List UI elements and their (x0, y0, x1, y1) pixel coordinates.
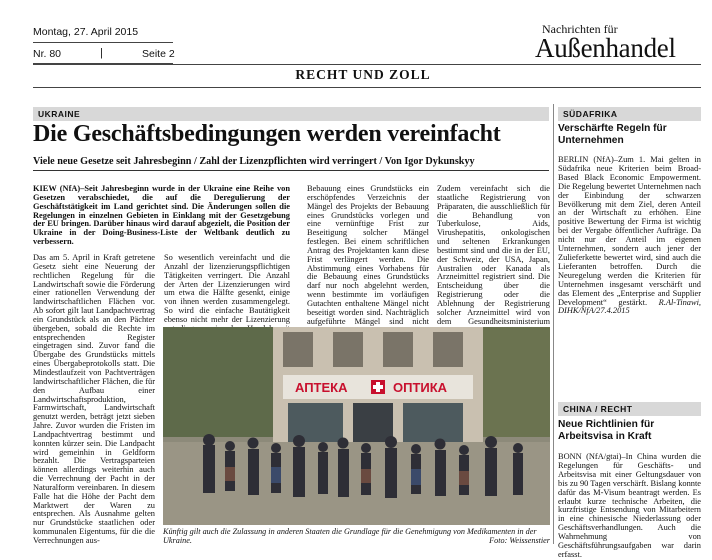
sign-optika: ОПТИКА (393, 380, 448, 395)
sidebar-headline-suedafrika: Verschärfte Regeln für Unternehmen (558, 123, 667, 146)
sidebar-kicker-china: CHINA / RECHT (558, 402, 701, 416)
subhead-rule (33, 170, 549, 171)
article-photo (163, 327, 550, 525)
article-column-2: So wesentlich vereinfacht und die Anzahl der lizenzierungspflichtigen Tätigkeiten verringert. Die Anzahl der Arten der Lizenzierungen wird um etwa die Hälfte gesenkt, einige von ihnen werden zusammengelegt. So wird die einfache Bautätigkeit ebenso nicht mehr der Lizenzierung (164, 253, 290, 324)
article-column-4: Zudem vereinfacht sich die staatliche Registrierung von Präparaten, die ausschließlich für die Behandlung von Tuberkulose, Aids, Virushepatitis, onkologischen und seltenen Erkrankungen bestimmt sind und die in der EU, der Schweiz, der USA, Japan, Australien oder Kanada als Arzneimittel registriert sind. Die Entscheidung über die Registrierung oder die Ablehnung der Registrierung solcher Arzneimittel wird von dem Gesundheitsministerium (437, 184, 550, 326)
article-lead: KIEW (NfA)–Seit Jahresbeginn wurde in der Ukraine eine Reihe von Gesetzen verabschiedet, die auf die Deregulierung der Geschäftstätigkeit im Land gerichtet sind. Die Änderungen sollen die Regelungen in einzelnen Gebieten in Einklang mit der Gesetzgebung der EU bringen. Darüber hinaus wird darauf abgezielt, die Position der Ukraine in der Doing-Business-Liste der Weltbank deutlich zu verbessern. (33, 184, 290, 247)
issue-date: Montag, 27. April 2015 (33, 26, 139, 38)
article-subhead: Viele neue Gesetze seit Jahresbeginn / Zahl der Lizenzpflichten wird verringert / Von Igor Dykunskyy (33, 156, 475, 167)
sidebar-signature: R.Al-Tinawi, DIHK/NfA/27.4.2015 (558, 297, 701, 316)
issue-number: Nr. 80 (33, 48, 62, 60)
photo-caption (163, 527, 550, 545)
masthead-subtitle: Nachrichten für (542, 22, 618, 36)
section-rule-bottom (33, 87, 701, 88)
caption-text: Künftig gilt auch die Zulassung in anderen Staaten die Grundlage für die Genehmigung von Medikamenten in der Ukraine. (163, 527, 537, 545)
section-title: RECHT UND ZOLL (295, 67, 431, 82)
sidebar-kicker-suedafrika: SÜDAFRIKA (558, 107, 701, 121)
masthead-title: Außenhandel (535, 33, 676, 63)
header-divider (33, 42, 173, 43)
page-number: Seite 2 (142, 48, 175, 60)
sidebar-text-suedafrika (558, 156, 701, 316)
sidebar-divider (553, 104, 554, 544)
article-headline: Die Geschäftsbedingungen werden vereinfacht (33, 121, 501, 147)
header-separator: | (100, 47, 103, 59)
photo-credit: Foto: Weissenstier (489, 536, 550, 545)
sign-apteka: АПТЕКА (295, 380, 348, 395)
article-column-1: Das am 5. April in Kraft getretene Gesetz sieht eine Neuerung der rechtlichen Regelung für die Landwirtschaft sowie die Förderung einer rationellen Verwendung der landwirtschaftlichen Flächen vor. Ab sofort gilt laut Landpachtvertrag ein Grundstück als an den Pächter übergeben, sobald die Rechte im entsprechenden Register eingetragen sind. Zuvor fand die Übergabe des Grundstücks mittels eines Übergabeprotokolls statt. Die Mindestlaufzeit von Pachtverträgen landwirtschaftlicher Flächen, die für den Aufbau einer Landwirtschaftsproduktion, Farmwirtschaft, Landwirtschaft genutzt werden, beträgt jetzt sieben Jahre. Zuvor wurden die Fristen im Landpachtvertrag bestimmt und konnten kürzer sein. Die Landpacht wird gemeinhin in Geldform bezahlt. Die Vertragsparteien können allerdings weiterhin auch die Verrechnung der Pacht in der Naturalform vereinbaren. In diesem Falle hat die Höhe der Pacht dem Marktwert der Waren zu entsprechen. Als Ausnahme gelten nur Grundstücke staatlichen oder kommunalen Eigentums, für die die Verrechnungen aus- (33, 253, 155, 545)
sidebar-body-china: BONN (NfA/gtai)–In China wurden die Regelungen für Geschäfts- und Arbeitsvisa mit einer Geltungsdauer von bis zu 90 Tagen verschärft. Bislang konnte dafür das M-Visum beantragt werden. Es erlaubt kurze technische Arbeiten, die kurzfristige Entsendung von Mitarbeitern in eine chinesische Niederlassung oder Geschäftsverhandlungen. Auch die Wahrnehmung von Geschäftsführungsaufgaben war darin erfasst. (558, 452, 701, 559)
sidebar-headline-china: Neue Richtlinien für Arbeitsvisa in Kraft (558, 419, 655, 442)
article-kicker: UKRAINE (33, 107, 549, 121)
sidebar-body-suedafrika: BERLIN (NfA)–Zum 1. Mai gelten in Südafrika neue Kriterien beim Broad-Based Black Economic Empowerment. Die Regelung bewertet Unternehmen nach der Einbindung der schwarzen Bevölkerung mit dem Ziel, deren Anteil an der Wirtschaft zu erhöhen. Eine positive Bewertung der Firma ist wichtig bei der Vergabe öffentlicher Aufträge. Da nicht nur der Anteil im eigenen Unternehmen, sondern auch jener der Zulieferkette bewertet wird, sind auch die Lieferanten betroffen. Durch die Neuregelung werden die Kriterien für Unternehmen insgesamt verschärft und das Element des „Enterprise and Supplier Development“ gestärkt. (558, 155, 701, 307)
section-rule-top (33, 64, 701, 65)
article-column-3: Bebauung eines Grundstücks ein erschöpfendes Verzeichnis der Mängel des Projekts der Bebauung eines Grundstücks vorlegen und eine vernünftige Frist zur Beseitigung solcher Mängel festlegen. Bei einem schriftlichen Antrag des Projektanten kann diese Frist verlängert werden. Die Abstimmung eines Vorhabens für die Bebauung eines Grundstücks darf nur noch abgelehnt werden, wenn bestimmte im vorläufigen Gutachten enthaltene Mängel nicht beseitigt worden sind. Nachträglich aufgeführte Mängel sind nicht (307, 184, 429, 326)
